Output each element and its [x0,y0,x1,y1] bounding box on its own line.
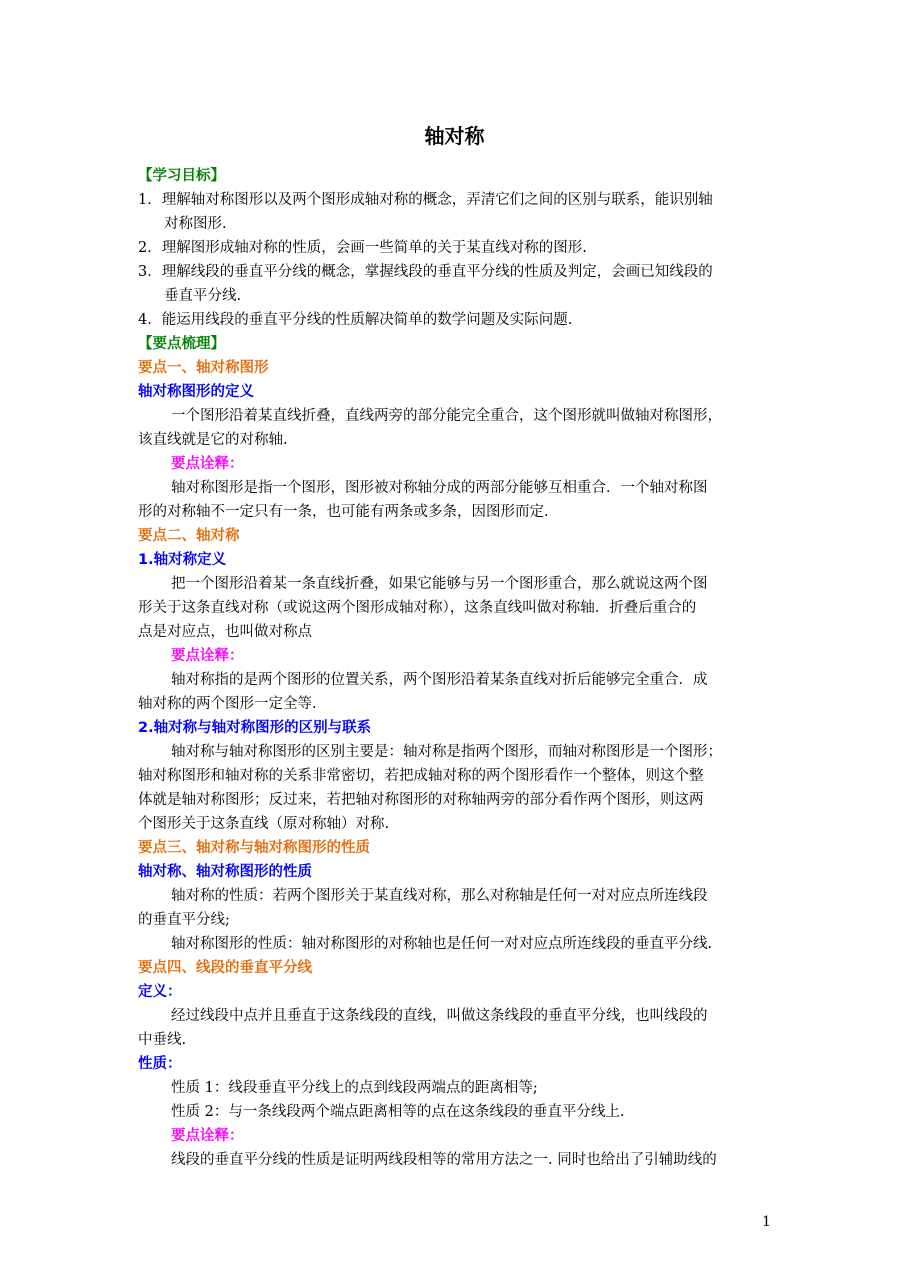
page-content [138,164,774,1172]
goals-heading: 【学习目标】 [138,168,225,184]
section-heading: 要点一、轴对称图形 [138,360,269,376]
subsection-heading: 定义： [138,984,182,1000]
subsection-heading: 轴对称图形的定义 [138,384,254,400]
subsection-heading: 2.轴对称与轴对称图形的区别与联系 [138,720,372,736]
paragraph-line: 性质 2：与一条线段两个端点距离相等的点在这条线段的垂直平分线上. [171,1104,625,1120]
section-heading: 要点二、轴对称 [138,528,240,544]
paragraph-line: 形关于这条直线对称（或说这两个图形成轴对称），这条直线叫做对称轴．折叠后重合的 [138,600,697,616]
paragraph-line: 中垂线. [138,1032,187,1048]
paragraph-line: 轴对称与轴对称图形的区别主要是：轴对称是指两个图形，而轴对称图形是一个图形； [171,744,722,760]
paragraph-line: 线段的垂直平分线的性质是证明两线段相等的常用方法之一. 同时也给出了引辅助线的 [171,1152,717,1168]
subsection-heading: 轴对称、轴对称图形的性质 [138,864,312,880]
paragraph-line: 轴对称指的是两个图形的位置关系，两个图形沿着某条直线对折后能够完全重合．成 [171,672,708,688]
paragraph-line: 轴对称图形和轴对称的关系非常密切，若把成轴对称的两个图形看作一个整体，则这个整 [138,768,704,784]
paragraph-line: 轴对称图形是指一个图形，图形被对称轴分成的两部分能够互相重合．一个轴对称图 [171,480,708,496]
goal-line: 3．理解线段的垂直平分线的概念，掌握线段的垂直平分线的性质及判定，会画已知线段的 [138,264,713,280]
goal-line: 4．能运用线段的垂直平分线的性质解决简单的数学问题及实际问题. [138,312,573,328]
paragraph-line: 点是对应点，也叫做对称点 [138,624,312,640]
note-label: 要点诠释： [171,1128,244,1144]
note-label: 要点诠释： [171,456,244,472]
paragraph-line: 形的对称轴不一定只有一条，也可能有两条或多条，因图形而定. [138,504,549,520]
subsection-heading: 1.轴对称定义 [138,552,227,568]
goal-line: 对称图形. [164,216,227,232]
note-label: 要点诠释： [171,648,244,664]
paragraph-line: 个图形关于这条直线（原对称轴）对称. [138,816,390,832]
goal-line: 垂直平分线. [164,288,242,304]
page-number: 1 [762,1214,771,1230]
paragraph-line: 该直线就是它的对称轴. [138,432,288,448]
paragraph-line: 轴对称的性质：若两个图形关于某直线对称，那么对称轴是任何一对对应点所连线段 [171,888,708,904]
paragraph-line: 轴对称图形的性质：轴对称图形的对称轴也是任何一对对应点所连线段的垂直平分线. [171,936,713,952]
paragraph-line: 性质 1：线段垂直平分线上的点到线段两端点的距离相等; [171,1080,538,1096]
goal-line: 2．理解图形成轴对称的性质，会画一些简单的关于某直线对称的图形. [138,240,587,256]
paragraph-line: 把一个图形沿着某一条直线折叠，如果它能够与另一个图形重合，那么就说这两个图 [171,576,708,592]
page-title: 轴对称 [424,124,485,148]
paragraph-line: 一个图形沿着某直线折叠，直线两旁的部分能完全重合，这个图形就叫做轴对称图形， [171,408,722,424]
paragraph-line: 体就是轴对称图形；反过来，若把轴对称图形的对称轴两旁的部分看作两个图形，则这两 [138,792,704,808]
paragraph-line: 轴对称的两个图形一定全等. [138,696,317,712]
paragraph-line: 的垂直平分线; [138,912,230,928]
paragraph-line: 经过线段中点并且垂直于这条线段的直线，叫做这条线段的垂直平分线，也叫线段的 [171,1008,708,1024]
section-heading: 要点四、线段的垂直平分线 [138,960,312,976]
points-heading: 【要点梳理】 [138,336,225,352]
section-heading: 要点三、轴对称与轴对称图形的性质 [138,840,370,856]
goal-line: 1．理解轴对称图形以及两个图形成轴对称的概念，弄清它们之间的区别与联系，能识别轴 [138,192,713,208]
subsection-heading: 性质： [138,1056,182,1072]
